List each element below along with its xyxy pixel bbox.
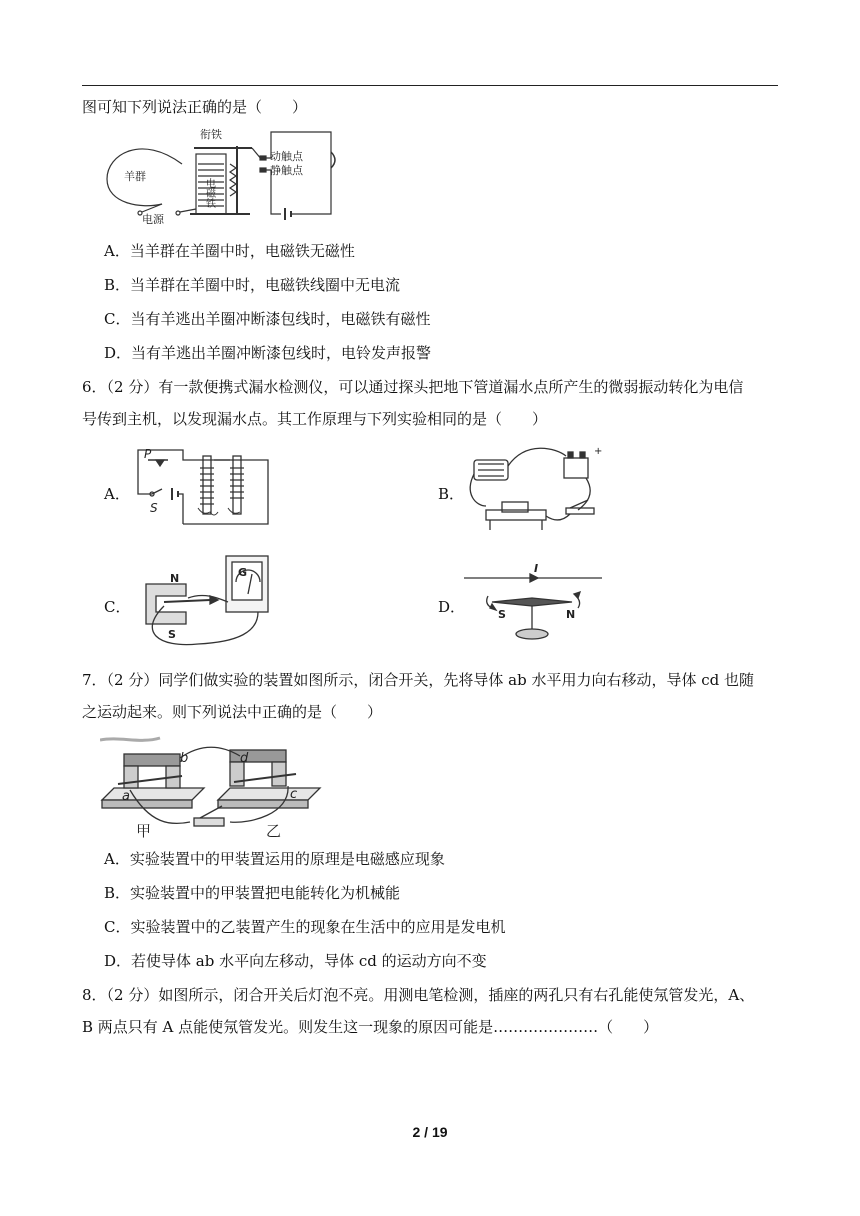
q7-option-c: C．实验装置中的乙装置产生的现象在生活中的应用是发电机 [104, 918, 506, 936]
q6-option-d-label: D． [438, 598, 466, 616]
q5-intro: 图可知下列说法正确的是（ ） [82, 98, 308, 116]
fig-a-label-s: S [150, 501, 158, 515]
label-static-contact: 静触点 [270, 164, 303, 177]
label-electromagnet: 电磁铁 [203, 178, 215, 208]
label-power: 电源 [142, 213, 164, 224]
svg-text:+: + [594, 446, 603, 457]
fig-c-label-n: N [170, 572, 180, 585]
label-sheep: 羊群 [124, 170, 146, 183]
page-number: 2 / 19 [412, 1124, 448, 1140]
label-moving-contact: 动触点 [270, 150, 303, 163]
fig7-label-jia: 甲 [136, 822, 152, 840]
fig7-label-b: b [180, 751, 189, 766]
q7-option-b: B．实验装置中的甲装置把电能转化为机械能 [104, 884, 401, 902]
q8-line2: B 两点只有 A 点能使氖管发光。则发生这一现象的原因可能是…………………（ ） [82, 1018, 659, 1036]
fig-d-label-n: N [566, 608, 576, 621]
fig-d-label-i: I [534, 562, 539, 575]
q7-option-d: D．若使导体 ab 水平向左移动，导体 cd 的运动方向不变 [104, 952, 487, 970]
q5-relay-figure [102, 124, 352, 224]
q5-option-d: D．当有羊逃出羊圈冲断漆包线时，电铃发声报警 [104, 344, 432, 362]
q6-line1: 6．（2 分）有一款便携式漏水检测仪，可以通过探头把地下管道漏水点所产生的微弱振动转化为电信 [82, 378, 744, 396]
fig-d-label-s: S [498, 608, 506, 621]
q5-option-a: A．当羊群在羊圈中时，电磁铁无磁性 [104, 242, 355, 260]
fig7-label-yi: 乙 [266, 822, 282, 840]
label-armature: 衔铁 [200, 128, 222, 141]
q6-figure-a [128, 446, 273, 528]
q6-option-c-label: C． [104, 598, 131, 616]
q6-option-a-label: A． [104, 485, 130, 503]
fig-c-label-s: S [168, 628, 176, 641]
q6-line2: 号传到主机，以发现漏水点。其工作原理与下列实验相同的是（ ） [82, 410, 548, 428]
q8-line1: 8．（2 分）如图所示，闭合开关后灯泡不亮。用测电笔检测，插座的两孔只有右孔能使氖管发光，A、 [82, 986, 755, 1004]
q6-figure-c [128, 552, 278, 652]
q5-option-b: B．当羊群在羊圈中时，电磁铁线圈中无电流 [104, 276, 401, 294]
q7-line1: 7．（2 分）同学们做实验的装置如图所示，闭合开关，先将导体 ab 水平用力向右移动，导体 cd 也随 [82, 671, 754, 689]
q5-option-c: C．当有羊逃出羊圈冲断漆包线时，电磁铁有磁性 [104, 310, 431, 328]
q6-figure-d [464, 556, 604, 646]
q6-option-b-label: B． [438, 485, 465, 503]
q7-line2: 之运动起来。则下列说法中正确的是（ ） [82, 703, 383, 721]
q7-apparatus-figure [100, 734, 350, 842]
q6-figure-b [466, 444, 606, 534]
fig7-label-d: d [240, 751, 249, 766]
fig7-label-c: c [290, 787, 298, 802]
header-rule [82, 85, 778, 86]
fig-a-label-p: P [144, 447, 152, 461]
fig-c-label-g: G [238, 566, 248, 579]
q7-option-a: A．实验装置中的甲装置运用的原理是电磁感应现象 [104, 850, 445, 868]
fig7-label-a: a [122, 789, 130, 804]
